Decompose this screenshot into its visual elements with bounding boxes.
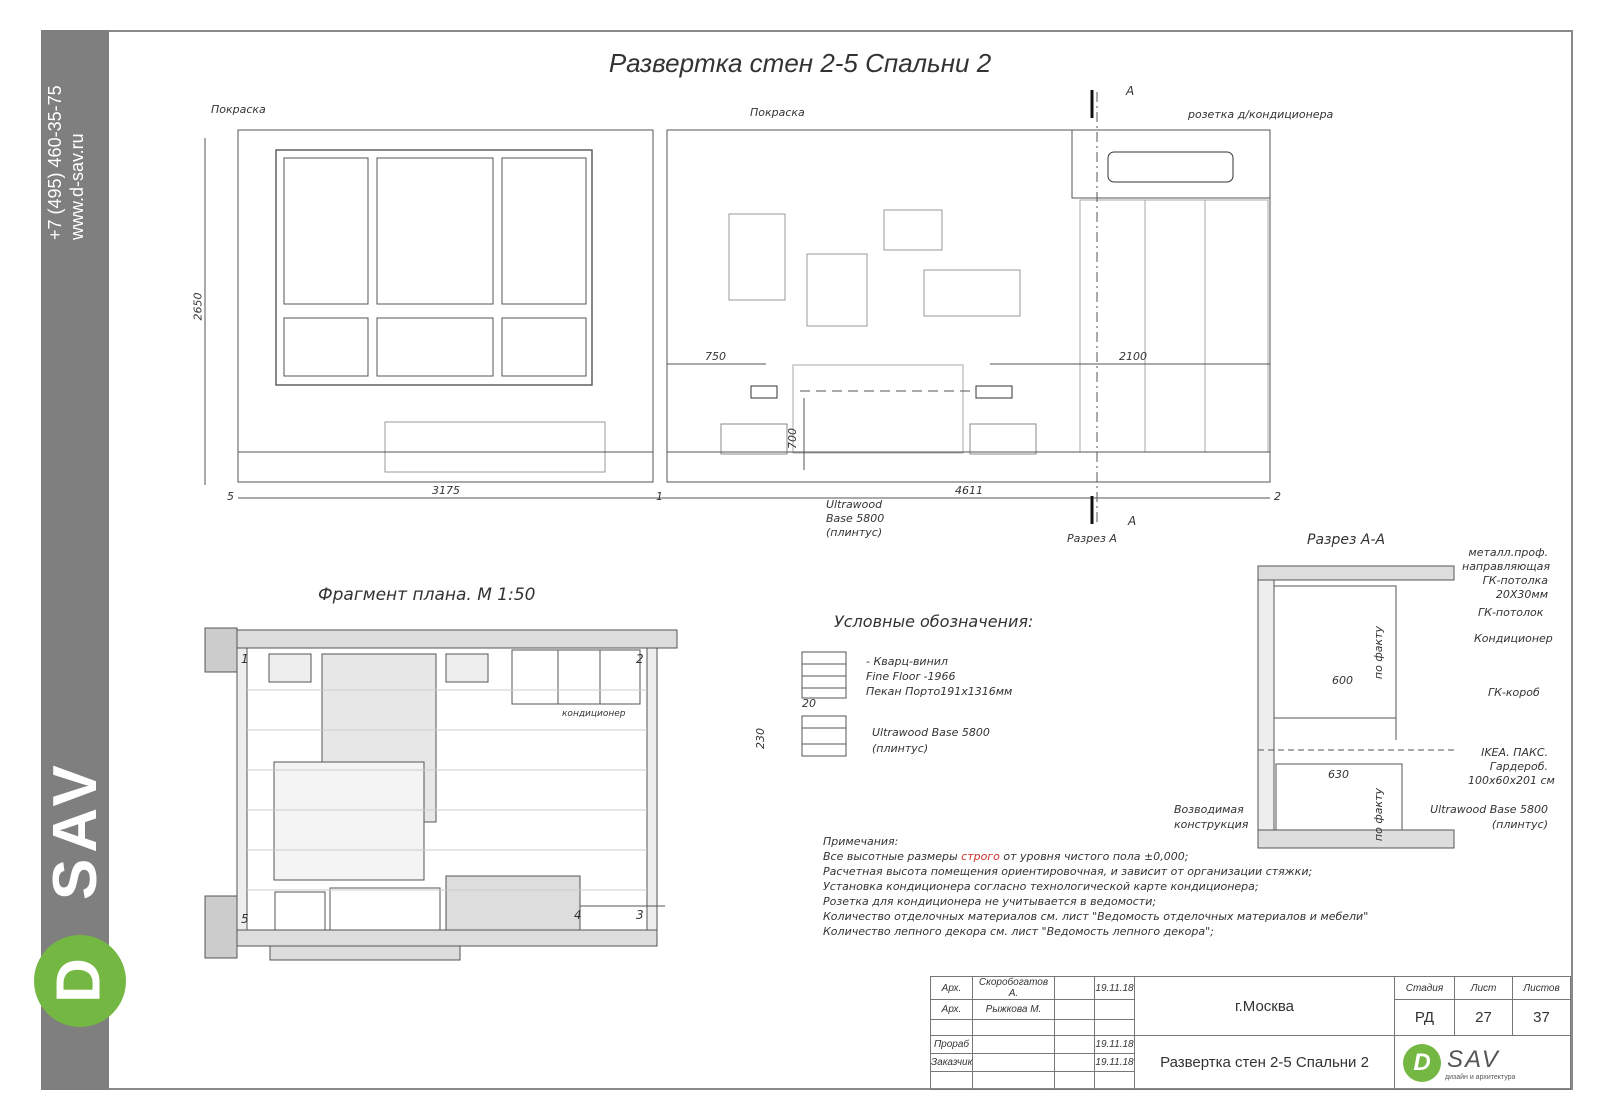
plan-console <box>330 888 440 930</box>
socket-block <box>751 386 777 398</box>
plan-wall-right <box>647 648 657 930</box>
notes-line-1: Все высотные размеры строго от уровня чистого пола ±0,000; <box>823 850 1189 863</box>
plan-axis-5: 5 <box>241 912 249 926</box>
axis-1-label: 1 <box>656 490 663 503</box>
section-dim-600: 600 <box>1332 674 1353 687</box>
section-cut-label: Разрез А <box>1067 532 1117 545</box>
elevation-wall-right <box>667 130 1270 482</box>
plan-heading: Фрагмент плана. М 1:50 <box>318 585 536 605</box>
legend-dim-20: 20 <box>802 697 816 710</box>
window-frame <box>276 150 592 385</box>
section-actual-1: по факту <box>1372 625 1386 680</box>
ac-socket-label: розетка д/кондиционера <box>1188 108 1334 121</box>
stamp-logo-circle: D <box>1403 1044 1441 1082</box>
picture-frame <box>884 210 942 250</box>
socket-block <box>976 386 1012 398</box>
legend-heading: Условные обозначения: <box>834 612 1034 631</box>
ac-unit <box>1108 152 1233 182</box>
section-ceiling <box>1258 566 1454 580</box>
legend-vinyl-swatch <box>802 652 846 698</box>
baseboard-callout: Ultrawood Base 5800 (плинтус) <box>826 498 885 539</box>
paint-label-right: Покраска <box>750 106 805 119</box>
notes-line-2: Расчетная высота помещения ориентировочная, и зависит от организации стяжки; <box>823 865 1313 878</box>
dim-right-width: 4611 <box>955 484 983 497</box>
notes-line-4: Розетка для кондиционера не учитывается в ведомости; <box>823 895 1157 908</box>
stamp-date-4: 19.11.18 <box>1095 1054 1135 1072</box>
stamp-stage: РД <box>1395 1000 1455 1036</box>
legend-baseboard-text: Ultrawood Base 5800 (плинтус) <box>872 726 990 755</box>
stamp-logo-subtitle: дизайн и архитектура <box>1445 1074 1516 1081</box>
stamp-sheet: 27 <box>1455 1000 1513 1036</box>
wardrobe <box>1080 200 1268 452</box>
picture-frame <box>729 214 785 300</box>
phone-number: +7 (495) 460-35-75 <box>45 85 65 240</box>
stamp-name-2: Рыжкова М. <box>973 1000 1055 1020</box>
stamp-logo <box>1395 1036 1571 1090</box>
stamp-sheet-label: Лист <box>1455 977 1513 1000</box>
stamp-sheet-title: Развертка стен 2-5 Спальни 2 <box>1135 1036 1395 1090</box>
baseboard-right <box>667 452 1270 482</box>
section-actual-2: по факту <box>1372 787 1386 842</box>
plan-wall-top <box>237 630 677 648</box>
legend-dim-230: 230 <box>754 728 767 749</box>
stamp-role-3: Прораб <box>931 1036 973 1054</box>
sofa-outline <box>385 422 605 472</box>
plan-nightstand <box>269 654 311 682</box>
bed-headboard <box>793 365 963 453</box>
section-mark-top: А <box>1126 84 1135 98</box>
height-dimension: 2650 <box>191 292 205 321</box>
plan-wall-bottom <box>237 930 657 946</box>
stamp-sheets: 37 <box>1513 1000 1571 1036</box>
notes-heading: Примечания: <box>823 835 899 848</box>
nightstand <box>970 424 1036 454</box>
section-heading: Разрез А-А <box>1307 532 1386 548</box>
section-profile-label: металл.проф. направляющая ГК-потолка 20X30мм <box>1462 546 1550 601</box>
sidebar-logo-word: SAV <box>41 759 110 900</box>
notes-line-6: Количество лепного декора см. лист "Ведомость лепного декора"; <box>823 925 1214 938</box>
plan-axis-3: 3 <box>636 908 644 922</box>
nightstand <box>721 424 787 454</box>
stamp-city: г.Москва <box>1135 977 1395 1036</box>
section-dim-630: 630 <box>1328 768 1349 781</box>
stamp-date-1: 19.11.18 <box>1095 977 1135 1000</box>
stamp-logo-word: SAV <box>1447 1046 1500 1073</box>
legend-baseboard-swatch <box>802 716 846 756</box>
plan-wall-left <box>237 648 247 930</box>
dim-750: 750 <box>705 350 726 363</box>
legend-vinyl-text: - Кварц-винил Fine Floor -1966 Пекан Порто191x1316мм <box>866 655 1013 698</box>
stamp-sheets-label: Листов <box>1513 977 1571 1000</box>
stamp-role-2: Арх. <box>931 1000 973 1020</box>
ac-zone <box>1072 130 1270 198</box>
dim-left-width: 3175 <box>432 484 460 497</box>
section-baseboard-label: Ultrawood Base 5800 (плинтус) <box>1430 803 1548 831</box>
paint-label-left: Покраска <box>211 103 266 116</box>
plan-axis-2: 2 <box>636 652 644 666</box>
stamp-date-3: 19.11.18 <box>1095 1036 1135 1054</box>
stamp-name-1: Скоробогатов А. <box>973 977 1055 1000</box>
plan-ac-label: кондиционер <box>562 709 626 719</box>
stamp-stage-label: Стадия <box>1395 977 1455 1000</box>
section-ikea-label: IKEA. ПАКС. Гардероб. 100x60x201 см <box>1468 746 1555 787</box>
plan-desk <box>446 876 580 930</box>
plan-wardrobe <box>512 650 640 704</box>
picture-frame <box>924 270 1020 316</box>
dim-700: 700 <box>786 428 799 449</box>
section-gk-ceiling-label: ГК-потолок <box>1478 606 1544 619</box>
stamp-role-1: Арх. <box>931 977 973 1000</box>
title-block <box>930 976 1570 1088</box>
dim-2100: 2100 <box>1119 350 1147 363</box>
elevation-wall-left <box>238 130 653 482</box>
baseboard-left <box>238 452 653 482</box>
page-title: Развертка стен 2-5 Спальни 2 <box>608 48 992 78</box>
picture-frame <box>807 254 867 326</box>
section-ac-label: Кондиционер <box>1474 632 1553 645</box>
section-gk-box-label: ГК-короб <box>1488 686 1540 699</box>
plan-axis-1: 1 <box>241 652 249 666</box>
notes-line-3: Установка кондиционера согласно технологической карте кондиционера; <box>823 880 1259 893</box>
stamp-role-4: Заказчик <box>931 1054 973 1072</box>
axis-2-label: 2 <box>1274 490 1281 503</box>
website-link[interactable]: www.d-sav.ru <box>67 133 87 240</box>
plan-axis-4: 4 <box>574 908 582 922</box>
section-wall <box>1258 580 1274 840</box>
section-mark-bottom: А <box>1128 514 1137 528</box>
section-built-label: Возводимая конструкция <box>1174 803 1249 831</box>
notes-line-5: Количество отделочных материалов см. лист "Ведомость отделочных материалов и мебели" <box>823 910 1369 923</box>
plan-nightstand <box>446 654 488 682</box>
notes-block <box>823 834 1368 939</box>
sidebar-logo-letter: D <box>44 958 114 1003</box>
axis-5-label: 5 <box>227 490 234 503</box>
plan-rug <box>274 762 424 880</box>
plan-cabinet <box>275 892 325 930</box>
